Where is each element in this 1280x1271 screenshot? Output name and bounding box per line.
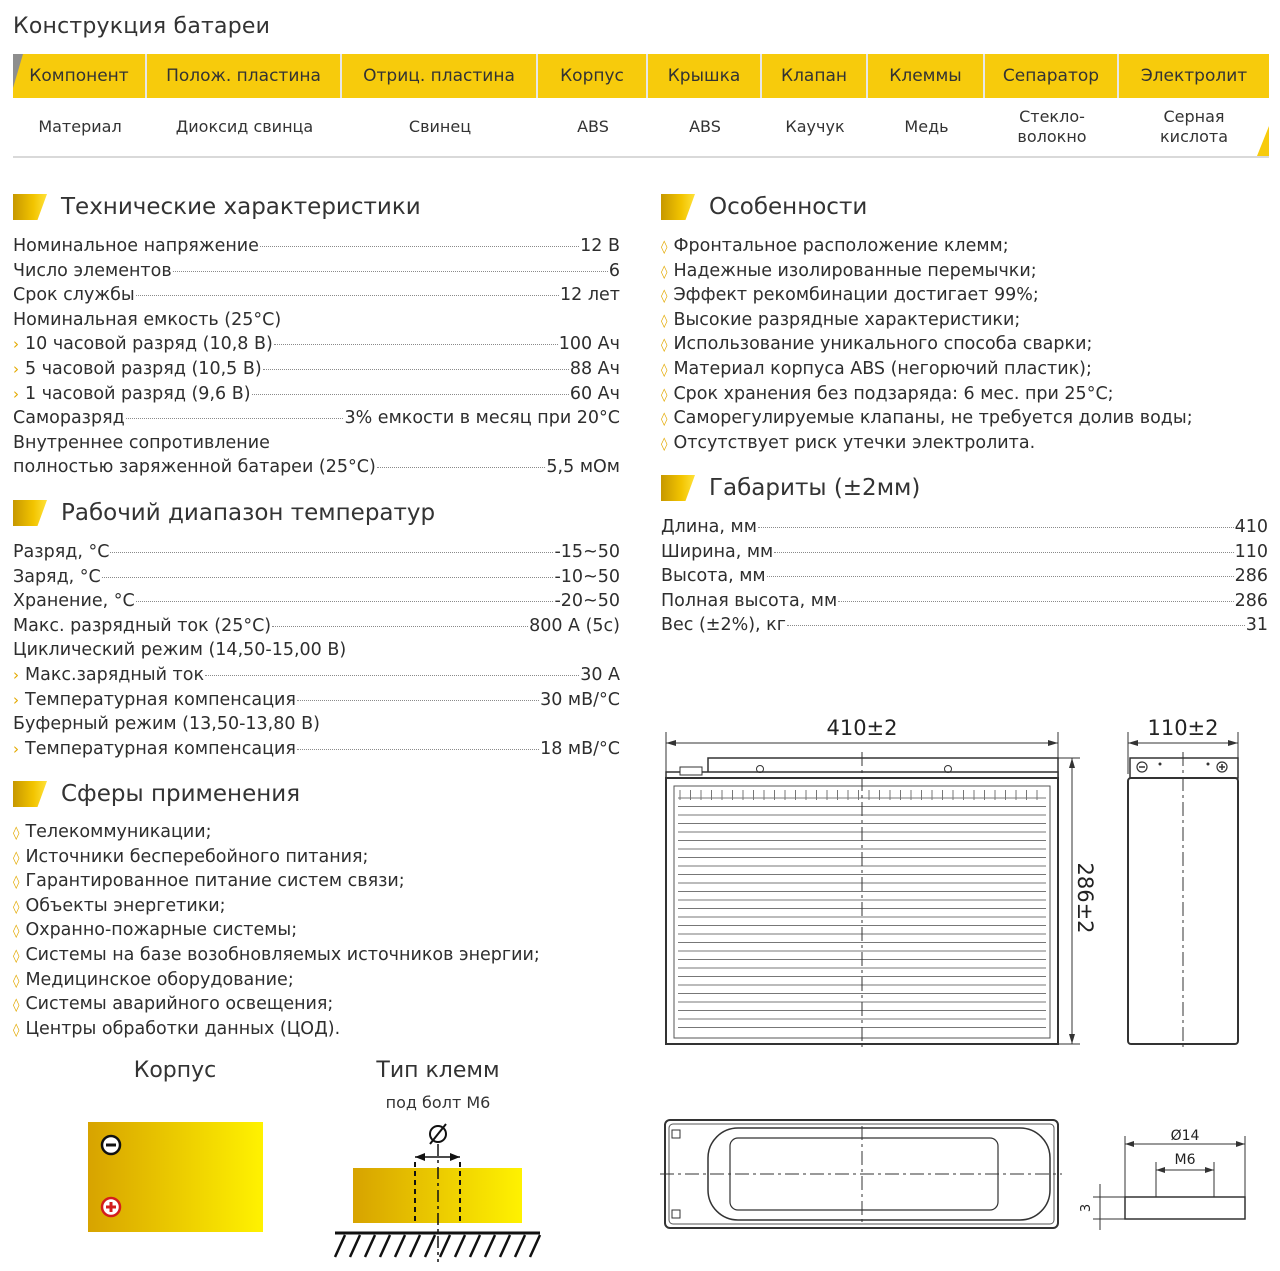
usage-list	[13, 822, 540, 1043]
bolt-size-label: M6	[1174, 1152, 1196, 1168]
dot-leader	[252, 394, 569, 395]
header-cell: Корпус	[538, 54, 648, 98]
diamond-bullet-icon: ◊	[661, 387, 668, 403]
dot-leader	[838, 601, 1233, 602]
list-item-text: Центры обработки данных (ЦОД).	[25, 1018, 341, 1039]
diamond-bullet-icon: ◊	[13, 826, 20, 841]
spec-row	[13, 261, 620, 286]
section-heading-tech	[13, 194, 421, 220]
length-dimension-label: 410±2	[826, 716, 898, 740]
list-item-text: Телекоммуникации;	[25, 822, 212, 842]
spec-row	[661, 517, 1268, 542]
list-item-text: Охранно-пожарные системы;	[25, 920, 298, 941]
diamond-bullet-icon: ◊	[13, 948, 20, 964]
list-item-text: Фронтальное расположение клемм;	[673, 236, 1009, 256]
list-item-text: Высокие разрядные характеристики;	[673, 309, 1021, 330]
spec-row	[661, 542, 1268, 567]
tech-spec-list	[13, 236, 620, 482]
composition-header-row	[13, 54, 1269, 98]
section-title: Рабочий диапазон температур	[61, 500, 436, 526]
list-item-text: Надежные изолированные перемычки;	[673, 260, 1037, 281]
side-view-drawing	[1120, 712, 1250, 1057]
spec-value: 286	[1234, 590, 1268, 611]
dot-leader	[173, 271, 608, 272]
list-item	[661, 384, 1193, 409]
list-item-text: Медицинское оборудование;	[25, 969, 294, 990]
case-illustration	[88, 1120, 264, 1232]
spec-label: Температурная компенсация	[25, 738, 296, 759]
value-cell: Медь	[904, 117, 949, 136]
diamond-bullet-icon: ◊	[661, 412, 668, 428]
spec-row	[13, 285, 620, 310]
dot-leader	[274, 344, 558, 345]
chevron-right-icon: ›	[13, 690, 19, 709]
features-list	[661, 236, 1193, 457]
list-item-text: Саморегулируемые клапаны, не требуется долив воды;	[673, 408, 1193, 429]
spec-label: Полная высота, мм	[661, 590, 838, 611]
spec-row	[13, 334, 620, 359]
chevron-right-icon: ›	[13, 335, 19, 354]
spec-value: 18 мВ/°С	[540, 738, 620, 759]
dot-leader	[272, 626, 528, 627]
spec-row	[661, 566, 1268, 591]
list-item-text: Эффект рекомбинации достигает 99%;	[673, 285, 1039, 306]
list-item-text: Системы аварийного освещения;	[25, 994, 334, 1015]
list-item	[13, 970, 540, 995]
list-item-text: Источники бесперебойного питания;	[25, 846, 369, 867]
spec-row	[13, 616, 620, 641]
dot-leader	[297, 749, 539, 750]
spec-value: 30 мВ/°С	[540, 689, 620, 710]
chevron-right-icon: ›	[13, 665, 19, 684]
spec-row	[13, 359, 620, 384]
value-cell: Материал	[38, 117, 122, 136]
plus-terminal-icon	[102, 1198, 120, 1216]
spec-value: 31	[1245, 615, 1268, 636]
spec-label: Номинальная емкость (25°C)	[13, 309, 282, 330]
spec-label: Заряд, °С	[13, 566, 101, 587]
list-item	[13, 994, 540, 1019]
top-view-drawing	[660, 1112, 1070, 1237]
section-marker-icon	[661, 194, 695, 220]
value-cell: ABS	[577, 117, 609, 136]
list-item	[661, 261, 1193, 286]
spec-label: 1 часовой разряд (9,6 В)	[25, 383, 251, 404]
list-item-text: Отсутствует риск утечки электролита.	[673, 432, 1036, 453]
spec-label: Макс. разрядный ток (25°С)	[13, 615, 272, 636]
list-item-text: Гарантированное питание систем связи;	[25, 871, 405, 892]
spec-value: 60 Ач	[569, 383, 620, 404]
spec-row	[13, 236, 620, 261]
list-item-text: Использование уникального способа сварки;	[673, 334, 1093, 355]
section-heading-dimensions	[661, 475, 920, 501]
dot-leader	[110, 552, 553, 553]
spec-row	[13, 739, 620, 764]
chevron-right-icon: ›	[13, 739, 19, 758]
diamond-bullet-icon: ◊	[661, 338, 668, 354]
section-title: Технические характеристики	[61, 194, 421, 220]
spec-value: -10~50	[554, 566, 620, 587]
list-item-text: Системы на базе возобновляемых источников энергии;	[25, 944, 540, 965]
list-item-text: Объекты энергетики;	[25, 895, 226, 916]
diameter-icon	[430, 1124, 446, 1144]
spec-label: 5 часовой разряд (10,5 В)	[25, 358, 262, 379]
list-item	[13, 847, 540, 872]
chevron-right-icon: ›	[13, 359, 19, 378]
spec-row	[13, 591, 620, 616]
dot-leader	[102, 577, 554, 578]
spec-value: 110	[1234, 541, 1268, 562]
section-heading-usage	[13, 781, 300, 807]
spec-label: Длина, мм	[661, 517, 757, 537]
terminal-type-note: под болт М6	[385, 1093, 491, 1112]
list-item-text: Материал корпуса ABS (негорючий пластик);	[673, 358, 1092, 379]
spec-label: 10 часовой разряд (10,8 В)	[25, 334, 273, 355]
spec-label: полностью заряженной батареи (25°С)	[13, 457, 376, 478]
list-item	[13, 1019, 540, 1044]
case-label: Корпус	[133, 1058, 217, 1083]
terminal-detail-drawing	[1078, 1124, 1253, 1229]
diamond-bullet-icon: ◊	[13, 850, 20, 866]
spec-row	[661, 615, 1268, 640]
section-heading-features	[661, 194, 867, 220]
spec-group-title	[13, 310, 620, 335]
spec-row	[13, 408, 620, 433]
spec-group-title	[13, 640, 620, 665]
list-item-text: Срок хранения без подзаряда: 6 мес. при 25°С;	[673, 383, 1114, 404]
spec-value: 410	[1234, 517, 1268, 537]
spec-label: Разряд, °С	[13, 542, 110, 562]
spec-label: Саморазряд	[13, 408, 125, 429]
spec-row	[13, 567, 620, 592]
temperature-spec-list	[13, 542, 620, 763]
list-item	[661, 359, 1193, 384]
spec-value: 3% емкости в месяц при 20°С	[344, 408, 620, 429]
diamond-bullet-icon: ◊	[661, 362, 668, 378]
dot-leader	[136, 295, 559, 296]
dot-leader	[767, 576, 1234, 577]
spec-row	[13, 542, 620, 567]
diamond-bullet-icon: ◊	[13, 899, 20, 915]
spec-label: Высота, мм	[661, 566, 766, 587]
spec-value: 30 А	[580, 664, 620, 685]
spec-label: Внутреннее сопротивление	[13, 432, 270, 453]
page-title: Конструкция батареи	[13, 14, 271, 39]
list-item	[13, 945, 540, 970]
section-title: Сферы применения	[61, 781, 301, 807]
terminal-type-title: Тип клемм	[376, 1058, 500, 1083]
section-heading-temperature	[13, 500, 435, 526]
dot-leader	[297, 700, 539, 701]
spec-label: Ширина, мм	[661, 541, 774, 562]
list-item	[661, 334, 1193, 359]
section-marker-icon	[13, 194, 47, 220]
dot-leader	[205, 675, 579, 676]
spec-row	[13, 384, 620, 409]
header-cell: Сепаратор	[985, 54, 1119, 98]
dot-leader	[377, 467, 546, 468]
corner-accent	[13, 54, 23, 88]
composition-table	[13, 54, 1269, 158]
header-cell: Клапан	[762, 54, 868, 98]
spec-group-title	[13, 714, 620, 739]
spec-label: Номинальное напряжение	[13, 236, 259, 256]
dot-leader	[126, 418, 344, 419]
list-item	[13, 822, 540, 847]
header-cell: Крышка	[648, 54, 762, 98]
bolt-diameter-label: Ø14	[1170, 1128, 1200, 1144]
spec-label: Число элементов	[13, 260, 172, 281]
header-cell: Электролит	[1140, 66, 1248, 86]
dot-leader	[260, 246, 579, 247]
value-cell: Стекло- волокно	[1017, 107, 1087, 146]
value-cell: Диоксид свинца	[175, 117, 314, 136]
spec-label: Буферный режим (13,50-13,80 В)	[13, 714, 320, 735]
spec-value: -15~50	[554, 542, 620, 562]
thickness-label: 3	[1079, 1203, 1094, 1213]
spec-value: 88 Ач	[569, 358, 620, 379]
composition-value-row	[13, 98, 1269, 158]
spec-value: 12 лет	[560, 285, 620, 306]
value-cell: Свинец	[408, 117, 472, 136]
front-view-drawing	[660, 712, 1100, 1057]
dot-leader	[787, 625, 1245, 626]
value-cell: Каучук	[785, 117, 845, 136]
list-item	[661, 310, 1193, 335]
diamond-bullet-icon: ◊	[13, 998, 20, 1014]
spec-value: 6	[608, 260, 620, 281]
diamond-bullet-icon: ◊	[13, 973, 20, 989]
list-item	[13, 896, 540, 921]
spec-group-title	[13, 433, 620, 458]
spec-value: 5,5 мОм	[546, 457, 620, 478]
header-cell: Клеммы	[868, 54, 985, 98]
header-cell: Компонент	[13, 54, 147, 98]
spec-label: Макс.зарядный ток	[25, 664, 205, 685]
section-marker-icon	[661, 475, 695, 501]
minus-terminal-icon	[102, 1136, 120, 1154]
spec-row	[13, 690, 620, 715]
spec-value: 100 Ач	[558, 334, 620, 355]
spec-label: Срок службы	[13, 285, 135, 306]
corner-accent	[1257, 126, 1269, 156]
spec-row	[661, 591, 1268, 616]
spec-row	[13, 457, 620, 482]
spec-value: -20~50	[554, 591, 620, 612]
height-dimension-label: 286±2	[1073, 862, 1097, 934]
terminal-illustration	[330, 1122, 545, 1262]
dot-leader	[263, 369, 569, 370]
section-marker-icon	[13, 781, 47, 807]
spec-value: 800 А (5с)	[529, 615, 620, 636]
section-marker-icon	[13, 500, 47, 526]
diamond-bullet-icon: ◊	[13, 1022, 20, 1038]
diamond-bullet-icon: ◊	[661, 264, 668, 280]
diamond-bullet-icon: ◊	[661, 289, 668, 305]
section-title: Габариты (±2мм)	[709, 475, 921, 501]
spec-row	[13, 665, 620, 690]
list-item	[661, 408, 1193, 433]
diamond-bullet-icon: ◊	[661, 436, 668, 452]
header-cell: Полож. пластина	[147, 54, 342, 98]
diamond-bullet-icon: ◊	[661, 313, 668, 329]
section-title: Особенности	[709, 194, 868, 220]
value-cell: Серная кислота	[1160, 107, 1228, 146]
spec-label: Температурная компенсация	[25, 689, 296, 710]
diamond-bullet-icon: ◊	[13, 924, 20, 940]
spec-label: Вес (±2%), кг	[661, 615, 786, 636]
list-item	[661, 285, 1193, 310]
dimensions-list	[661, 517, 1268, 640]
dot-leader	[758, 527, 1234, 528]
dot-leader	[136, 601, 554, 602]
spec-label: Хранение, °С	[13, 591, 135, 612]
list-item	[13, 920, 540, 945]
header-cell: Отриц. пластина	[342, 54, 538, 98]
width-dimension-label: 110±2	[1147, 716, 1219, 740]
value-cell: ABS	[689, 117, 721, 136]
spec-value: 12 В	[580, 236, 620, 256]
list-item	[661, 433, 1193, 458]
spec-value: 286	[1234, 566, 1268, 587]
spec-label: Циклический режим (14,50-15,00 В)	[13, 640, 347, 661]
diamond-bullet-icon: ◊	[661, 240, 668, 255]
list-item	[13, 871, 540, 896]
dot-leader	[774, 552, 1233, 553]
diamond-bullet-icon: ◊	[13, 875, 20, 891]
list-item	[661, 236, 1193, 261]
chevron-right-icon: ›	[13, 384, 19, 403]
